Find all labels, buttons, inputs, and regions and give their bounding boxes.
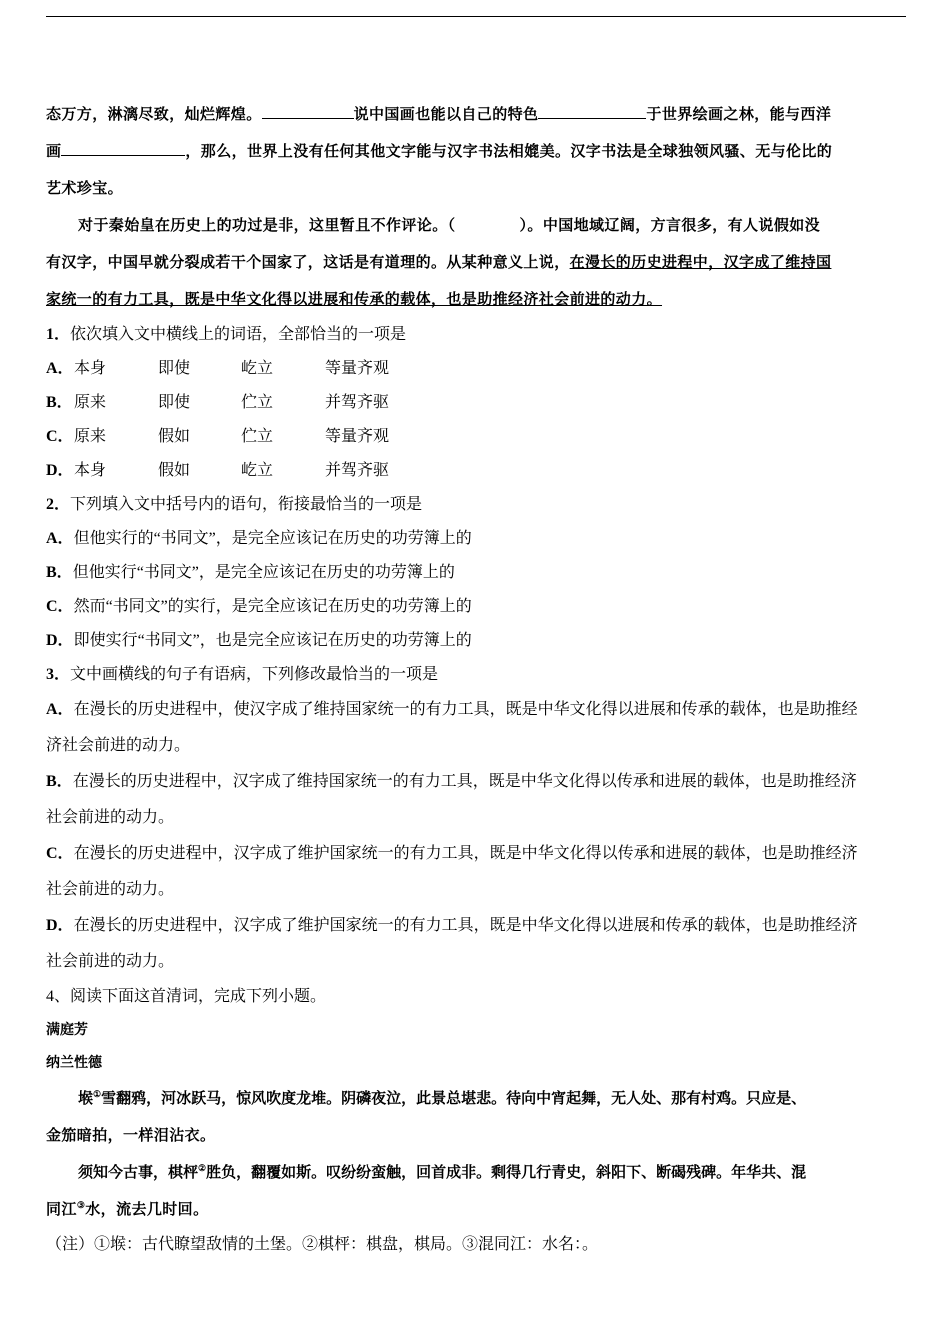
q1-option-a	[46, 352, 906, 386]
passage-paragraph-2	[46, 207, 906, 244]
option-text: 在漫长的历史进程中，汉字成了维护国家统一的有力工具，既是中华文化得以进展和传承的载体，也是助推经济	[73, 917, 858, 934]
passage-text: 说中国画也能以自己的特色	[353, 105, 539, 123]
option-text: 但他实行“书同文”，是完全应该记在历史的功劳簿上的	[72, 564, 455, 581]
q1-option-d	[46, 454, 906, 488]
underlined-sentence: 在漫长的历史进程中，汉字成了维持国	[569, 253, 832, 271]
poem-text: 胜负，翻覆如斯。叹纷纷蛮触，回首成非。剩得几行青史，斜阳下、断碣残碑。年华共、混	[206, 1163, 807, 1181]
passage-text: 有汉字，中国早就分裂成若干个国家了，这话是有道理的。从某种意义上说，	[46, 253, 570, 271]
underlined-sentence: 家统一的有力工具，既是中华文化得以进展和传承的载体，也是助推经济社会前进的动力。	[46, 290, 663, 308]
poem-text: 雪翻鸦，河冰跃马，惊风吹度龙堆。阴磷夜泣，此景总堪悲。待向中宵起舞，无人处、那有村鸡。只应是、	[101, 1089, 807, 1107]
q3-option-c	[46, 836, 906, 908]
option-text: 社会前进的动力。	[46, 881, 175, 898]
option-label: B．	[46, 394, 73, 411]
poem-stanza-2	[46, 1154, 906, 1191]
question-4-stem: 4、阅读下面这首清词，完成下列小题。	[46, 988, 327, 1005]
footnote-mark: ②	[198, 1164, 207, 1174]
option-word: 原来	[74, 394, 107, 411]
option-word: 假如	[158, 462, 191, 479]
poem-text: 同江	[46, 1200, 77, 1218]
document-body	[46, 96, 906, 1262]
q3-option-d	[46, 908, 906, 980]
poem-stanza-1	[46, 1080, 906, 1117]
passage-text: ，那么，世界上没有任何其他文字能与汉字书法相媲美。汉字书法是全球独领风骚、无与伦比的	[185, 142, 833, 160]
poem-stanza-2-cont	[46, 1191, 906, 1228]
option-label: B．	[46, 773, 73, 790]
fill-blank-2	[538, 104, 646, 119]
option-text: 在漫长的历史进程中，使汉字成了维持国家统一的有力工具，既是中华文化得以进展和传承的载体，也是助推经	[73, 701, 858, 718]
option-label: B．	[46, 564, 73, 581]
passage-text: 对于秦始皇在历史上的功过是非，这里暂且不作评论。（	[78, 216, 456, 234]
option-label: D．	[46, 632, 74, 649]
option-label: C．	[46, 598, 74, 615]
option-label: C．	[46, 428, 74, 445]
poem-notes: （注）①堠：古代瞭望敌情的土堡。②棋枰：棋盘，棋局。③混同江：水名：。	[46, 1236, 599, 1253]
q3-option-b	[46, 764, 906, 836]
fill-blank-1	[262, 104, 354, 119]
option-text: 然而“书同文”的实行，是完全应该记在历史的功劳簿上的	[73, 598, 472, 615]
question-2-stem	[46, 488, 906, 522]
q2-option-c	[46, 590, 906, 624]
option-label: A．	[46, 530, 74, 547]
option-label: C．	[46, 845, 74, 862]
q2-option-d	[46, 624, 906, 658]
passage-text: ）。中国地域辽阔，方言很多，有人说假如没	[519, 216, 821, 234]
option-word: 并驾齐驱	[325, 462, 390, 479]
q1-option-c	[46, 420, 906, 454]
option-word: 即使	[158, 360, 191, 377]
question-number: 3．	[46, 666, 71, 683]
question-text: 依次填入文中横线上的词语，全部恰当的一项是	[70, 326, 407, 343]
poem-title: 满庭芳	[46, 1022, 88, 1038]
option-word: 等量齐观	[325, 428, 390, 445]
fill-blank-3	[61, 141, 185, 156]
option-word: 并驾齐驱	[325, 394, 390, 411]
q1-option-b	[46, 386, 906, 420]
question-1-stem	[46, 318, 906, 352]
option-word: 伫立	[241, 428, 274, 445]
option-text: 济社会前进的动力。	[46, 737, 191, 754]
option-text: 即使实行“书同文”，也是完全应该记在历史的功劳簿上的	[73, 632, 472, 649]
option-text: 社会前进的动力。	[46, 809, 175, 826]
q2-option-a	[46, 522, 906, 556]
question-number: 1．	[46, 326, 71, 343]
option-text: 在漫长的历史进程中，汉字成了维护国家统一的有力工具，既是中华文化得以传承和进展的载体，也是助推经济	[73, 845, 858, 862]
q2-option-b	[46, 556, 906, 590]
option-text: 但他实行的“书同文”，是完全应该记在历史的功劳簿上的	[73, 530, 472, 547]
passage-text: 艺术珍宝。	[46, 179, 124, 197]
poem-text: 堠	[78, 1089, 94, 1107]
option-word: 本身	[74, 360, 107, 377]
option-word: 屹立	[241, 360, 274, 377]
option-word: 本身	[74, 462, 107, 479]
question-number: 2．	[46, 496, 71, 513]
option-word: 屹立	[241, 462, 274, 479]
question-text: 下列填入文中括号内的语句，衔接最恰当的一项是	[70, 496, 423, 513]
option-word: 原来	[74, 428, 107, 445]
option-label: D．	[46, 917, 74, 934]
option-word: 假如	[158, 428, 191, 445]
q3-option-a	[46, 692, 906, 764]
passage-text: 画	[46, 142, 62, 160]
header-rule	[46, 16, 906, 17]
passage-text: 于世界绘画之林，能与西洋	[646, 105, 832, 123]
question-3-stem	[46, 658, 906, 692]
option-label: A．	[46, 701, 74, 718]
option-text: 在漫长的历史进程中，汉字成了维持国家统一的有力工具，既是中华文化得以传承和进展的载体，也是助推经济	[72, 773, 857, 790]
poem-text: 须知今古事，棋枰	[78, 1163, 199, 1181]
option-word: 即使	[158, 394, 191, 411]
footnote-mark: ③	[76, 1201, 86, 1211]
poem-stanza-1-cont: 金笳暗拍，一样泪沾衣。	[46, 1126, 216, 1144]
poem-text: 水，流去几时回。	[85, 1200, 209, 1218]
option-label: D．	[46, 462, 74, 479]
poem-author: 纳兰性德	[46, 1055, 102, 1071]
passage-paragraph-2-cont	[46, 244, 906, 318]
passage-text: 态万方，淋漓尽致，灿烂辉煌。	[46, 105, 262, 123]
option-label: A．	[46, 360, 74, 377]
passage-paragraph-1	[46, 96, 906, 207]
footnote-mark: ①	[93, 1090, 102, 1100]
option-word: 等量齐观	[325, 360, 390, 377]
option-word: 伫立	[241, 394, 274, 411]
question-text: 文中画横线的句子有语病，下列修改最恰当的一项是	[70, 666, 439, 683]
option-text: 社会前进的动力。	[46, 953, 175, 970]
